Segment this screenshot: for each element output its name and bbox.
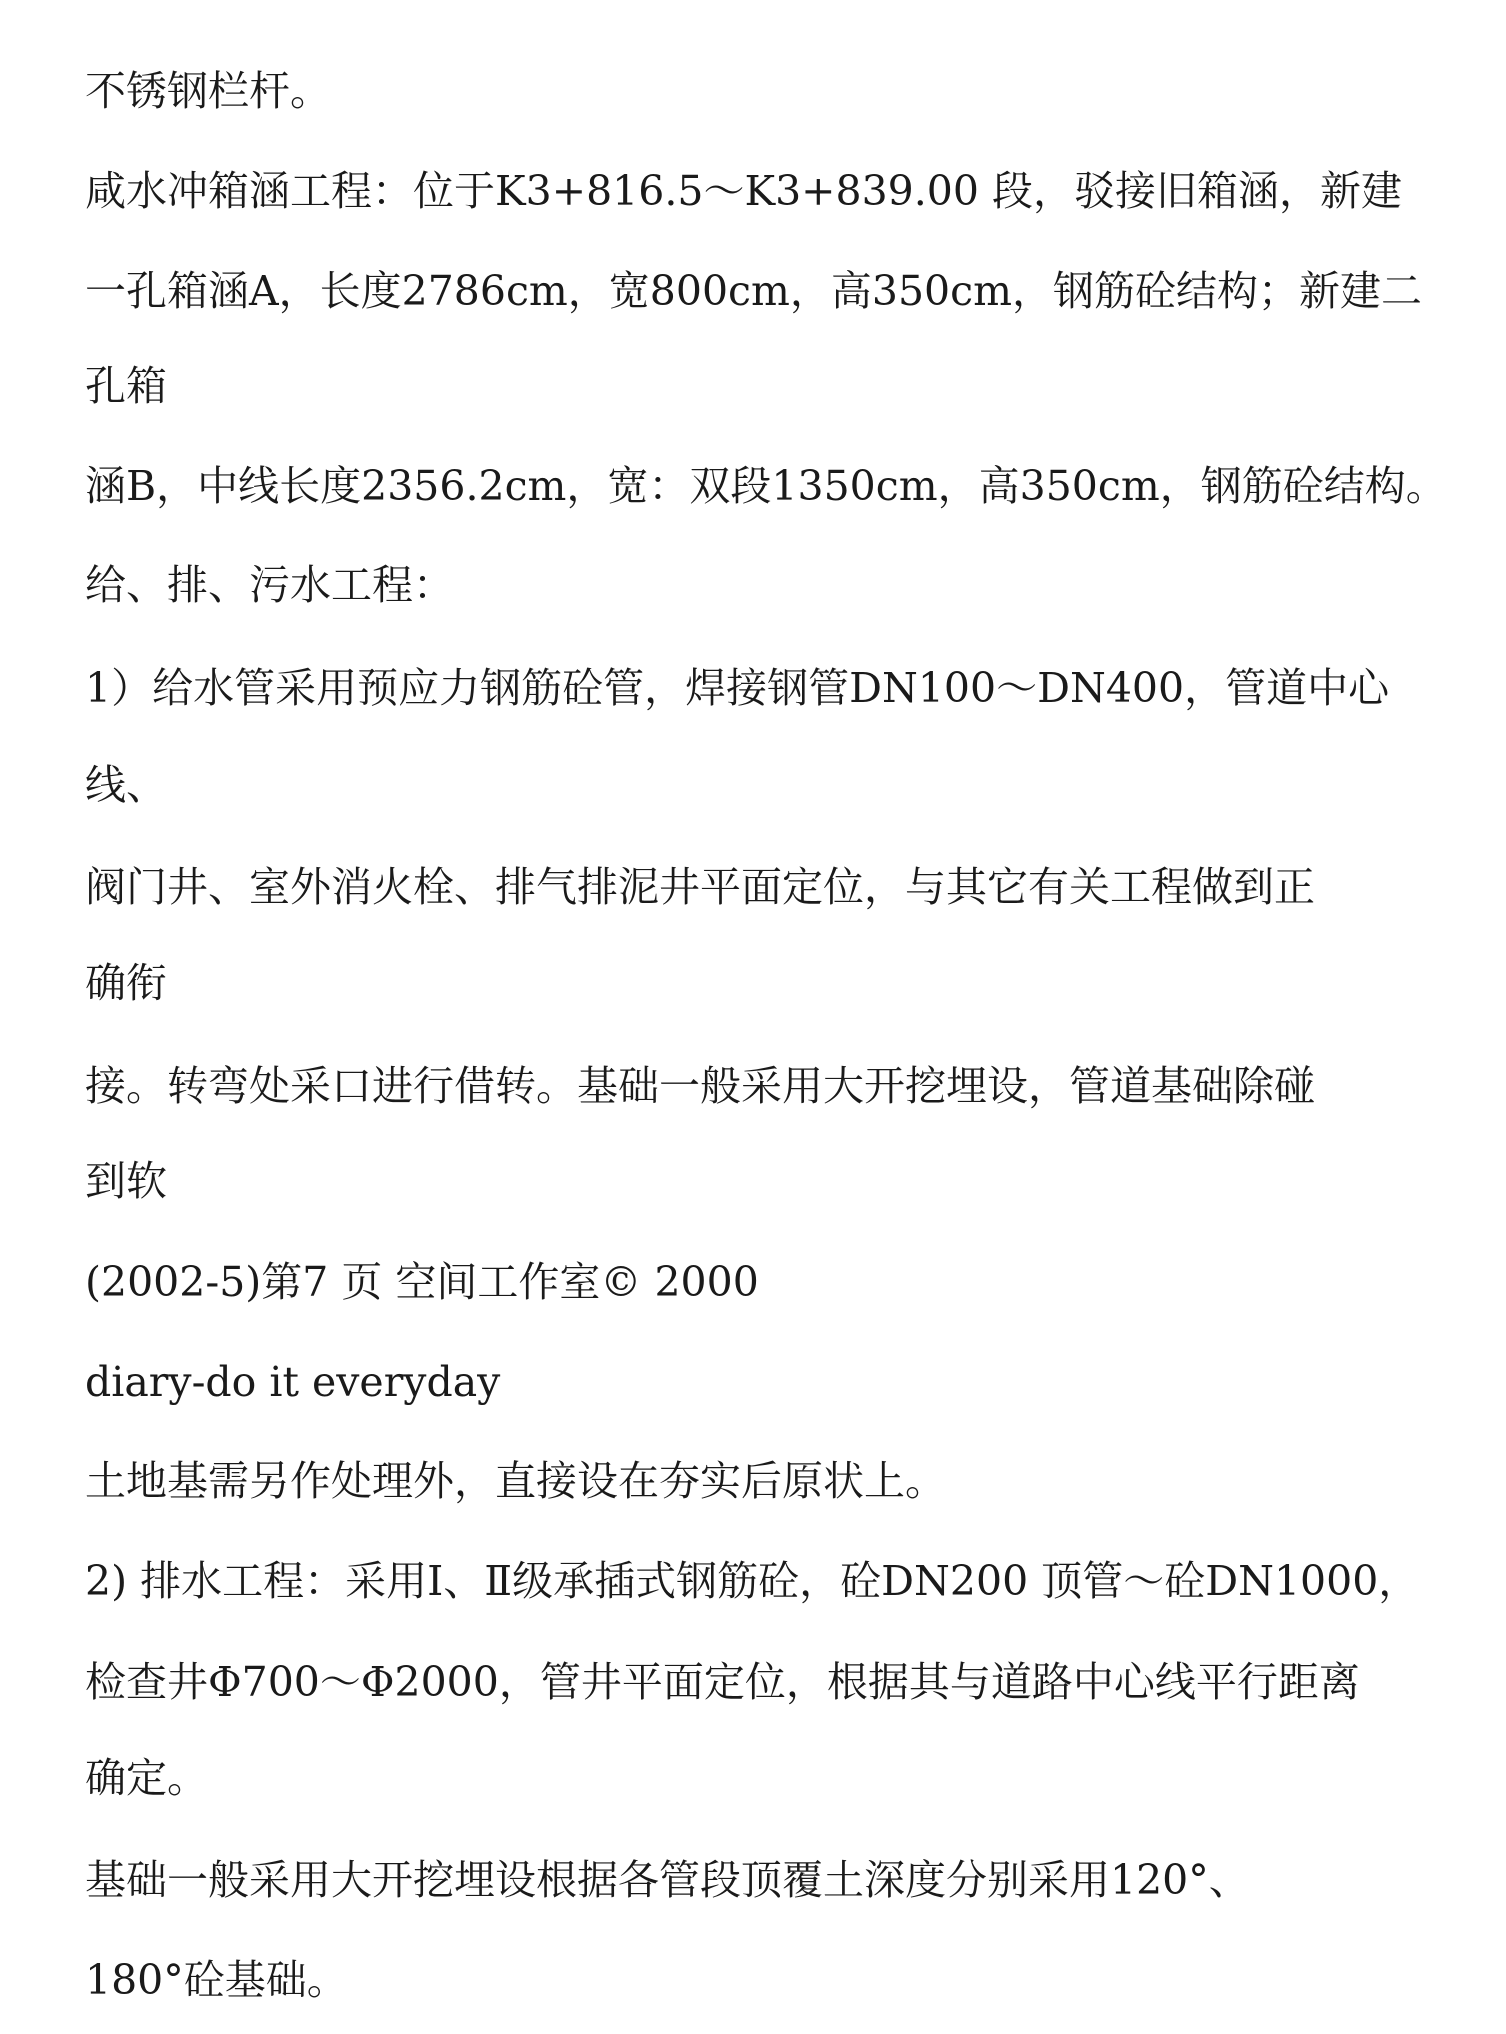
text-line-5: 涵B，中线长度2356.2cm，宽：双段1350cm，高350cm，钢筋砼结构。 [85, 462, 1447, 510]
text-line-3: 一孔箱涵A，长度2786cm，宽800cm，高350cm，钢筋砼结构；新建二 [85, 267, 1422, 315]
text-line-11: 接。转弯处采口进行借转。基础一般采用大开挖埋设，管道基础除碰 [85, 1062, 1315, 1110]
page-header-text: diary-do it everyday [85, 1358, 501, 1406]
text-line-9: 阀门井、室外消火栓、排气排泥井平面定位，与其它有关工程做到正 [85, 863, 1315, 911]
text-line-12: 到软 [85, 1157, 167, 1205]
text-line-20: 180°砼基础。 [85, 1956, 348, 2004]
text-line-4: 孔箱 [85, 362, 167, 410]
text-line-15: 土地基需另作处理外，直接设在夯实后原状上。 [85, 1457, 946, 1505]
text-line-7: 1）给水管采用预应力钢筋砼管，焊接钢管DN100～DN400，管道中心 [85, 664, 1390, 712]
text-line-10: 确衔 [85, 959, 167, 1007]
text-line-17: 检查井Φ700～Φ2000，管井平面定位，根据其与道路中心线平行距离 [85, 1658, 1360, 1706]
text-line-8: 线、 [85, 761, 167, 809]
text-line-2: 咸水冲箱涵工程：位于K3+816.5～K3+839.00 段，驳接旧箱涵，新建 [85, 167, 1403, 215]
text-line-6: 给、排、污水工程： [85, 561, 454, 609]
text-line-1: 不锈钢栏杆。 [85, 67, 331, 115]
text-line-19: 基础一般采用大开挖埋设根据各管段顶覆土深度分别采用120°、 [85, 1856, 1250, 1904]
text-line-16: 2) 排水工程：采用Ⅰ、Ⅱ级承插式钢筋砼，砼DN200 顶管～砼DN1000， [85, 1557, 1420, 1605]
page-footer-text: (2002-5)第7 页 空间工作室© 2000 [85, 1258, 759, 1306]
text-line-18: 确定。 [85, 1754, 208, 1802]
